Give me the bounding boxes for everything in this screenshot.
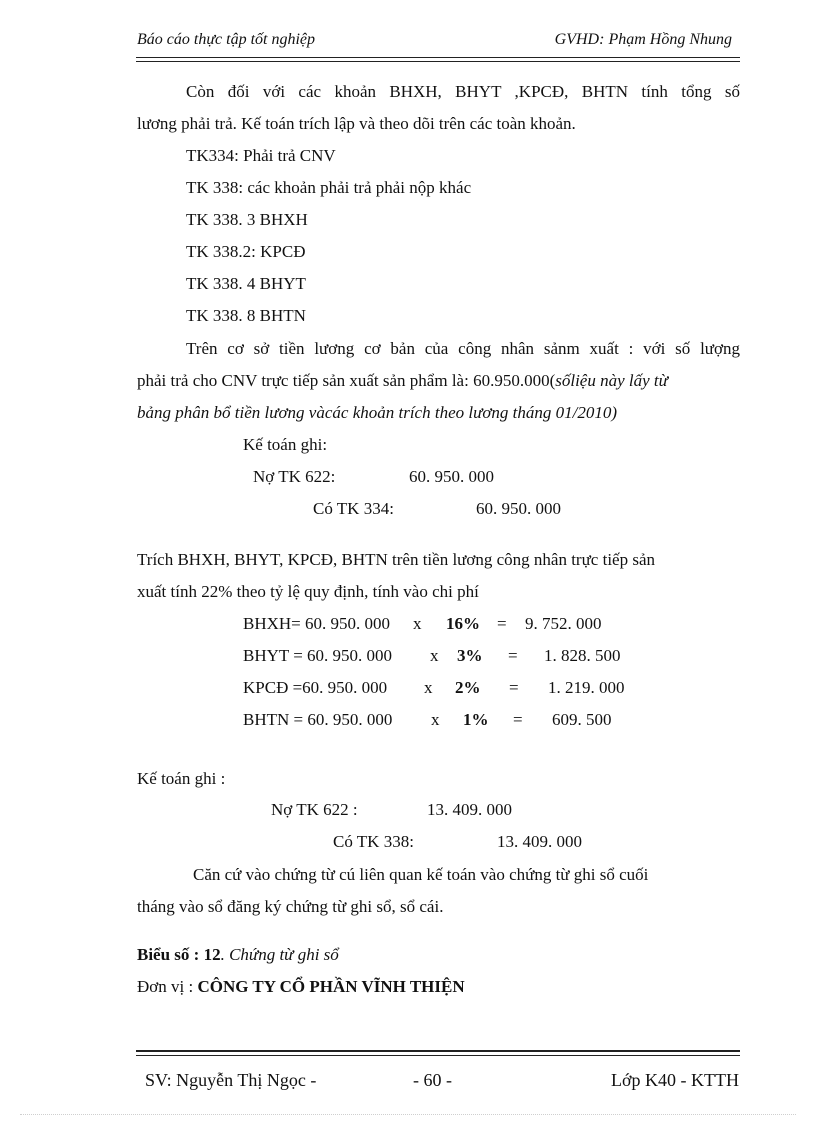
calc-result: 9. 752. 000 [525,614,602,633]
form-label [137,944,339,966]
header-rule-top [136,57,740,58]
para2-line2 [137,370,668,392]
calc-name: KPCĐ =60. 950. 000 [243,678,388,697]
header-rule-bottom [136,61,740,62]
footer-class: Lớp K40 - KTTH [611,1070,739,1090]
entry2-debit-amount: 13. 409. 000 [427,800,512,819]
calc-rate: 16% [446,614,480,633]
entry2-debit-label: Nợ TK 622 : [271,800,358,819]
calc-name: BHXH= 60. 950. 000 [243,614,391,633]
account-line: TK 338. 3 BHXH [186,210,308,229]
calc-result: 1. 828. 500 [544,646,621,665]
calc-rate: 3% [457,646,483,665]
para2-line2-normal: phải trả cho CNV trực tiếp sản xuất sản phẩm là: 60.950.000( [137,371,556,390]
form-label-number: Biểu số : 12 [137,945,221,964]
calc-op: x [430,646,439,665]
header-supervisor: GVHD: Phạm Hồng Nhung [554,31,732,48]
entry2-label: Kế toán ghi : [137,769,226,788]
para2-line1: Trên cơ sở tiền lương cơ bản của công nhân sảnm xuất : với số lượng [186,339,740,358]
calc-result: 1. 219. 000 [548,678,625,697]
calc-eq: = [509,678,519,697]
entry2-credit-amount: 13. 409. 000 [497,832,582,851]
para3-line1: Trích BHXH, BHYT, KPCĐ, BHTN trên tiền lương công nhân trực tiếp sản [137,550,656,569]
calc-eq: = [508,646,518,665]
calc-op: x [413,614,422,633]
calc-rate: 1% [463,710,489,729]
para4-line2: tháng vào sổ đăng ký chứng từ ghi sổ, sổ cái. [137,897,444,916]
para3-line2: xuất tính 22% theo tỷ lệ quy định, tính vào chi phí [137,582,479,601]
para4-line1: Căn cứ vào chứng từ cú liên quan kế toán vào chứng từ ghi sổ cuối [193,865,649,884]
calc-name: BHTN = 60. 950. 000 [243,710,393,729]
unit-line [137,976,465,998]
entry2-credit-label: Có TK 338: [333,832,414,851]
calc-eq: = [513,710,523,729]
para2-line3: bảng phân bổ tiền lương vàcác khoản trích theo lương tháng 01/2010) [137,403,618,422]
calc-op: x [424,678,433,697]
unit-label: Đơn vị : [137,977,194,996]
account-line: TK334: Phải trả CNV [186,146,336,165]
footer-student: SV: Nguyễn Thị Ngọc - [145,1070,317,1090]
footer-page-number: - 60 - [413,1070,452,1090]
calc-result: 609. 500 [552,710,612,729]
footer-rule-bottom [136,1055,740,1056]
page-edge-divider [20,1114,796,1115]
account-line: TK 338. 8 BHTN [186,306,306,325]
account-line: TK 338: các khoản phải trả phải nộp khác [186,178,472,197]
form-label-title: . Chứng từ ghi sổ [220,945,339,964]
header-report-title: Báo cáo thực tập tốt nghiệp [137,31,316,48]
entry1-debit-label: Nợ TK 622: [253,467,336,486]
entry1-credit-label: Có TK 334: [313,499,394,518]
calc-rate: 2% [455,678,481,697]
calc-op: x [431,710,440,729]
para1-line2: lương phải trả. Kế toán trích lập và theo dõi trên các toàn khoản. [137,114,576,133]
entry1-debit-amount: 60. 950. 000 [409,467,494,486]
footer-rule-top [136,1050,740,1052]
account-line: TK 338. 4 BHYT [186,274,306,293]
account-line: TK 338.2: KPCĐ [186,242,306,261]
unit-name: CÔNG TY CỔ PHẦN VĨNH THIỆN [197,977,465,996]
calc-name: BHYT = 60. 950. 000 [243,646,393,665]
para1-line1: Còn đối với các khoản BHXH, BHYT ,KPCĐ, BHTN tính tổng số [186,82,740,101]
para2-line2-italic: sốliệu này lấy từ [555,371,668,390]
entry1-credit-amount: 60. 950. 000 [476,499,561,518]
calc-eq: = [497,614,507,633]
entry1-label: Kế toán ghi: [243,435,328,454]
